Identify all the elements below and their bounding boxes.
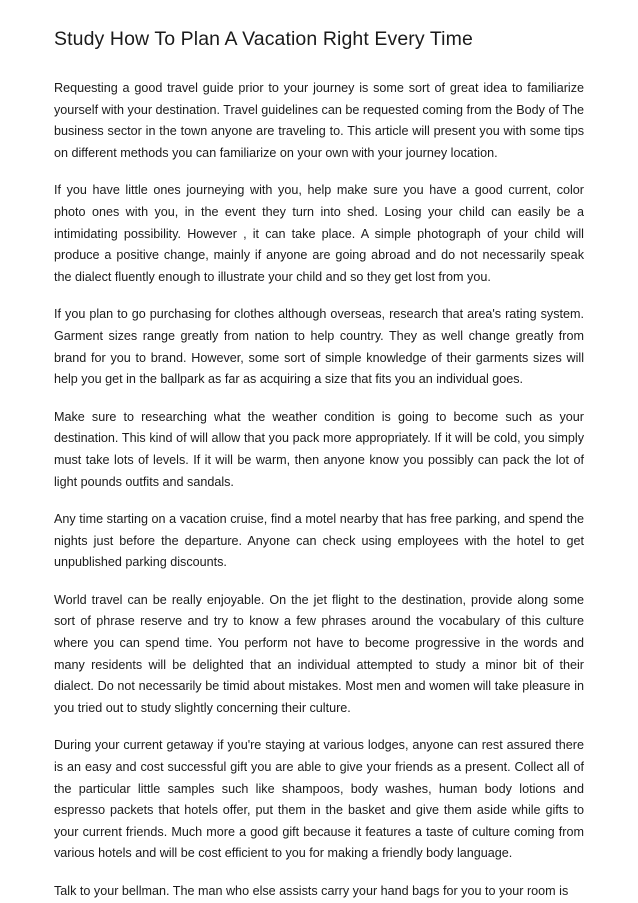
paragraph-4: Make sure to researching what the weather condition is going to become such as your destination. This kind of will allow that you pack more appropriately. If it will be cold, you simply must take lots of levels. If it will be warm, then anyone know you possibly can pack the lot of light pounds outfits and sandals. bbox=[54, 409, 584, 489]
paragraph-5: Any time starting on a vacation cruise, find a motel nearby that has free parking, and spend the nights just before the departure. Anyone can check using employees with the hotel to get unpublished parking discounts. bbox=[54, 512, 584, 570]
paragraph-3: If you plan to go purchasing for clothes although overseas, research that area's rating system. Garment sizes range greatly from nation to help country. They as well change greatly from brand for you to brand. However, some sort of simple knowledge of their garments sizes will help you get in the ballpark as far as acquiring a size that fits you an individual goes. bbox=[54, 307, 584, 387]
document-title: Study How To Plan A Vacation Right Every Time bbox=[54, 28, 473, 50]
paragraph-6: World travel can be really enjoyable. On the jet flight to the destination, provide along some sort of phrase reserve and try to know a few phrases around the vocabulary of this culture where you can spend time. You perform not have to become progressive in the words and many residents will be delighted that an individual attempted to study a minor bit of their dialect. Do not necessarily be timid about mistakes. Most men and women will take pleasure in you tried out to study slightly concerning their culture. bbox=[54, 592, 584, 715]
paragraph-1: Requesting a good travel guide prior to your journey is some sort of great idea to familiarize yourself with your destination. Travel guidelines can be requested coming from the Body of The business sector in the town anyone are traveling to. This article will present you with some tips on different methods you can familiarize on your own with your journey location. bbox=[54, 81, 584, 160]
paragraph-2: If you have little ones journeying with you, help make sure you have a good current, color photo ones with you, in the event they turn into shed. Losing your child can easily be a intimidating possibility. However , it can take place. A simple photograph of your child will produce a positive change, mainly if anyone are going abroad and do not necessarily speak the dialect fluently enough to illustrate your child and so they get lost from you. bbox=[54, 183, 584, 284]
paragraph-8: Talk to your bellman. The man who else assists carry your hand bags for you to your room is bbox=[54, 884, 569, 898]
paragraph-7: During your current getaway if you're staying at various lodges, anyone can rest assured there is an easy and cost successful gift you are able to give your friends as a present. Collect all of the particular little samples such like shampoos, body washes, human body lotions and espresso packets that hotels offer, put them in the basket and give them aside while gifts to your current friends. Much more a good gift because it features a taste of culture coming from various hotels and will be cost efficient to you for making a friendly body language. bbox=[54, 738, 584, 861]
